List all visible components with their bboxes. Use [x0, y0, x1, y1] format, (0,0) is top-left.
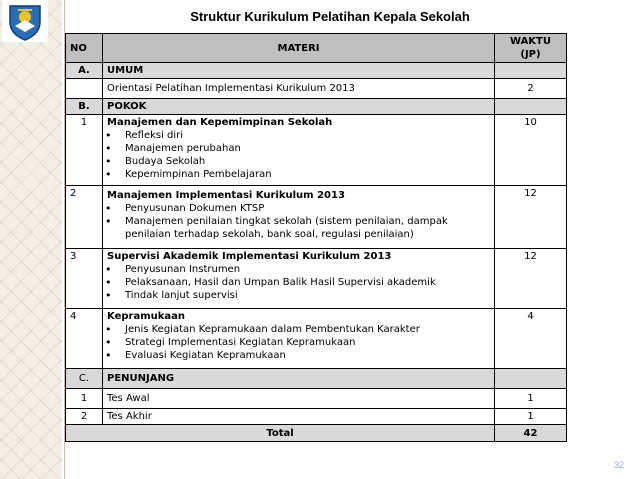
section-label: POKOK — [103, 99, 495, 115]
list-item: • Evaluasi Kegiatan Kepramukaan — [107, 349, 490, 362]
materi-list — [107, 202, 490, 241]
list-item: • Strategi Implementasi Kegiatan Kepramukaan — [107, 336, 490, 349]
row-no: 1 — [66, 389, 103, 409]
table-row — [66, 249, 567, 309]
total-value: 42 — [495, 425, 567, 442]
total-label: Total — [66, 425, 495, 442]
waktu-cell: 4 — [495, 309, 567, 369]
section-row-umum — [66, 63, 567, 79]
table-header-row — [66, 34, 567, 63]
materi-cell — [103, 186, 495, 249]
section-no: C. — [66, 369, 103, 389]
row-no: 2 — [66, 186, 103, 249]
materi-list — [107, 323, 490, 362]
row-no: 1 — [66, 115, 103, 186]
materi-cell: Orientasi Pelatihan Implementasi Kurikulum 2013 — [103, 79, 495, 99]
curriculum-table — [65, 33, 567, 442]
waktu-cell: 1 — [495, 409, 567, 425]
section-row-penunjang — [66, 369, 567, 389]
total-row — [66, 425, 567, 442]
section-no: B. — [66, 99, 103, 115]
materi-title: Manajemen dan Kepemimpinan Sekolah — [107, 117, 333, 128]
materi-title: Kepramukaan — [107, 311, 185, 322]
table-row — [66, 389, 567, 409]
header-waktu: WAKTU (JP) — [495, 34, 567, 63]
row-no: 2 — [66, 409, 103, 425]
header-no: NO — [66, 34, 103, 63]
materi-list — [107, 263, 490, 302]
materi-cell: Tes Akhir — [103, 409, 495, 425]
waktu-cell: 10 — [495, 115, 567, 186]
row-no: 3 — [66, 249, 103, 309]
list-item: • Manajemen penilaian tingkat sekolah (sistem penilaian, dampak penilaian terhadap sekolah, bank soal, regulasi penilaian) — [107, 215, 490, 241]
table-row — [66, 409, 567, 425]
header-materi: MATERI — [103, 34, 495, 63]
table-row — [66, 115, 567, 186]
decorative-side-pattern — [0, 0, 62, 479]
list-item: • Pelaksanaan, Hasil dan Umpan Balik Hasil Supervisi akademik — [107, 276, 490, 289]
list-item: • Budaya Sekolah — [107, 155, 490, 168]
waktu-cell: 12 — [495, 249, 567, 309]
list-item: • Kepemimpinan Pembelajaran — [107, 168, 490, 181]
materi-list — [107, 129, 490, 181]
materi-cell — [103, 115, 495, 186]
list-item: • Penyusunan Instrumen — [107, 263, 490, 276]
section-label: UMUM — [103, 63, 495, 79]
row-no: 4 — [66, 309, 103, 369]
tut-wuri-handayani-logo-icon — [2, 0, 48, 42]
table-row — [66, 186, 567, 249]
page-title: Struktur Kurikulum Pelatihan Kepala Sekolah — [190, 9, 470, 24]
waktu-cell: 12 — [495, 186, 567, 249]
waktu-cell: 1 — [495, 389, 567, 409]
list-item: • Refleksi diri — [107, 129, 490, 142]
materi-cell: Tes Awal — [103, 389, 495, 409]
table-row — [66, 79, 567, 99]
materi-cell — [103, 249, 495, 309]
materi-title: Manajemen Implementasi Kurikulum 2013 — [107, 190, 345, 201]
section-row-pokok — [66, 99, 567, 115]
list-item: • Tindak lanjut supervisi — [107, 289, 490, 302]
materi-cell — [103, 309, 495, 369]
page-number: 32 — [613, 460, 624, 470]
section-label: PENUNJANG — [103, 369, 495, 389]
list-item: • Penyusunan Dokumen KTSP — [107, 202, 490, 215]
table-row — [66, 309, 567, 369]
list-item: • Manajemen perubahan — [107, 142, 490, 155]
waktu-cell: 2 — [495, 79, 567, 99]
materi-title: Supervisi Akademik Implementasi Kurikulum 2013 — [107, 251, 392, 262]
section-no: A. — [66, 63, 103, 79]
list-item: • Jenis Kegiatan Kepramukaan dalam Pembentukan Karakter — [107, 323, 490, 336]
